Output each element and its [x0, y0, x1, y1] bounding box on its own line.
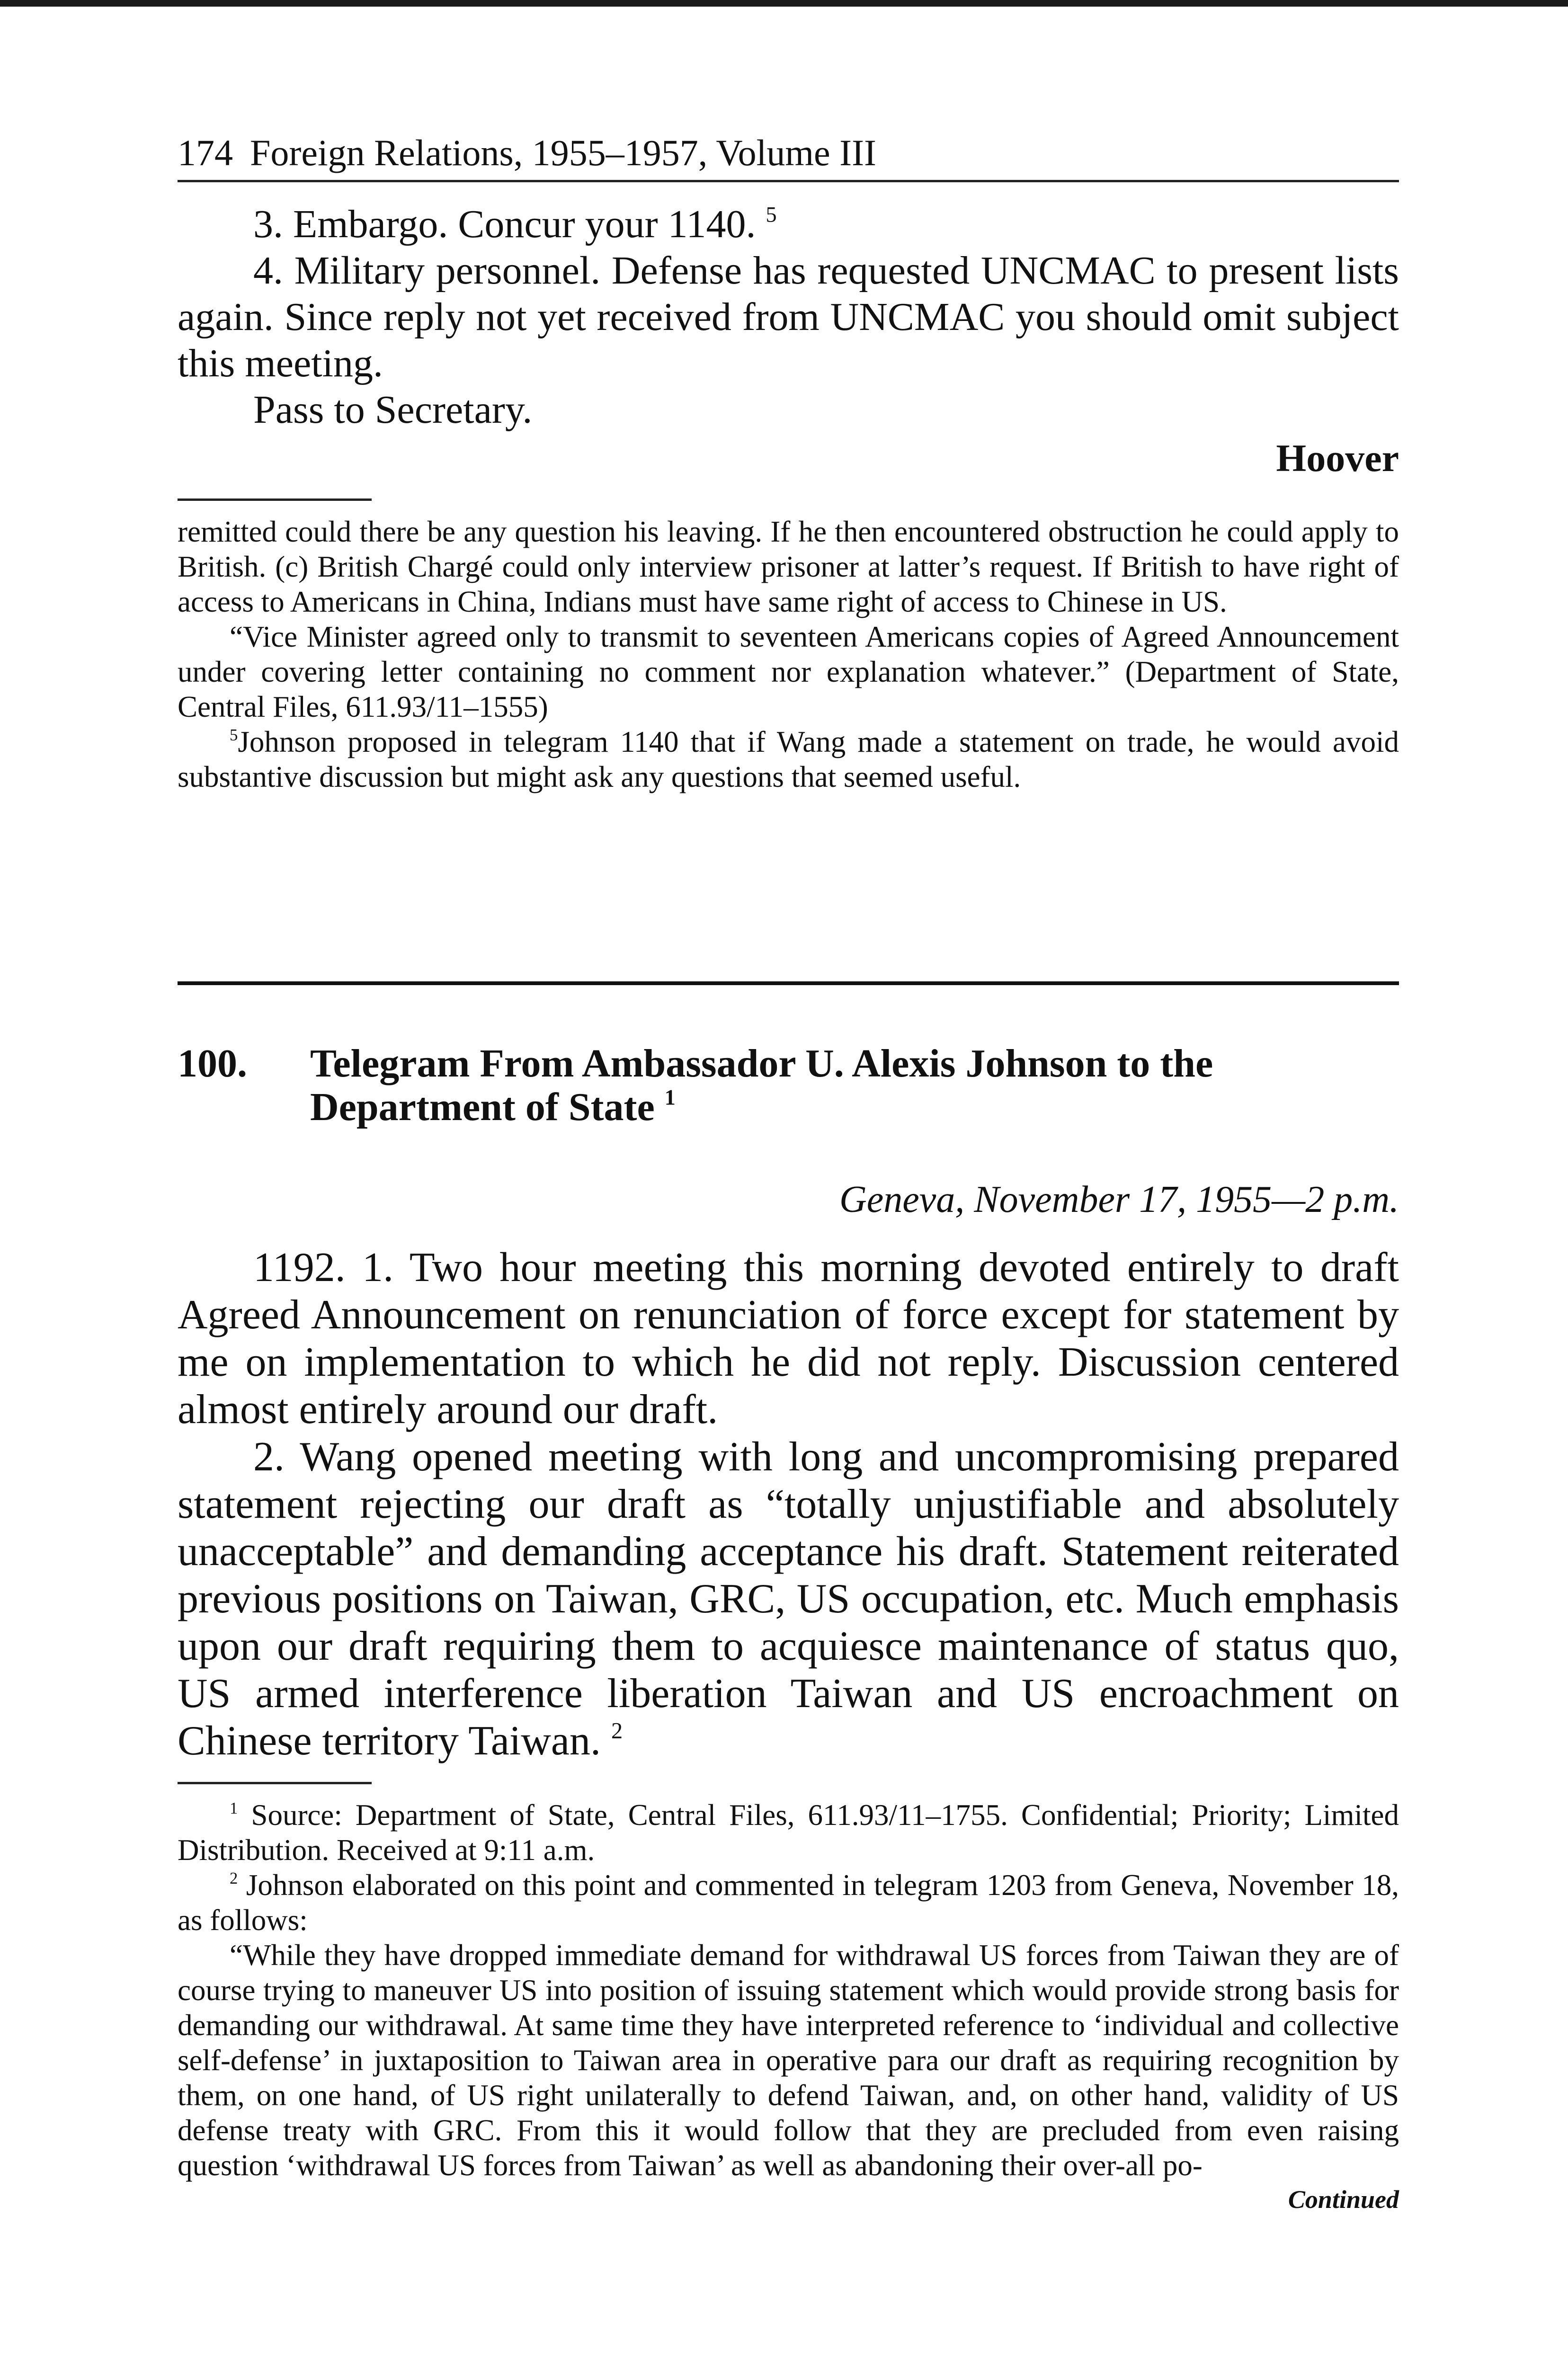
- footnote-rule: [178, 1782, 372, 1784]
- running-header: [178, 133, 1399, 182]
- footnote-quote: “Vice Minister agreed only to transmit to seventeen Americans copies of Agreed Announcement under covering letter containing no comment nor explanation whatever.” (Department of State, Central Files, 611.93/11–1555): [178, 620, 1399, 723]
- footnote-ref: 2: [611, 1718, 623, 1744]
- body-paragraph-2: 2. Wang opened meeting with long and uncompromising prepared statement rejecting our draft as “totally unjustifiable and absolutely unacceptable” and demanding acceptance his draft. Statement reiterated previous positions on Taiwan, GRC, US occupation, etc. Much emphasis upon our draft requiring them to acquiesce maintenance of status quo, US armed interference liberation Taiwan and US encroachment on Chinese territory Taiwan. $^2$: [178, 1433, 1399, 1764]
- volume-title: Foreign Relations, 1955–1957, Volume III: [250, 132, 877, 173]
- footnote-number: 1: [230, 1799, 238, 1817]
- document-heading: [178, 1042, 1399, 1129]
- body-paragraph-1: 1192. 1. Two hour meeting this morning devoted entirely to draft Agreed Announcement on renunciation of force except for statement by me on implementation to which he did not reply. Discussion centered almost entirely around our draft.: [178, 1244, 1399, 1433]
- footnote-ref: 5: [766, 202, 777, 227]
- footnote-number: 2: [230, 1869, 238, 1887]
- footnote-ref: 1: [664, 1085, 676, 1110]
- scan-top-edge: [0, 0, 1568, 7]
- document-number: 100.: [178, 1041, 247, 1086]
- page: [178, 133, 1399, 2214]
- footnote-5: $^5$Johnson proposed in telegram 1140 that if Wang made a statement on trade, he would avoid substantive discussion but might ask any questions that seemed useful.: [178, 725, 1399, 793]
- section-divider: [178, 981, 1399, 985]
- footnote-2-quote: “While they have dropped immediate demand for withdrawal US forces from Taiwan they are of course trying to maneuver US into position of issuing statement which would provide strong basis for demanding our withdrawal. At same time they have interpreted reference to ‘individual and collective self-defense’ in juxtaposition to Taiwan area in operative para our draft as requiring recognition by them, on one hand, of US right unilaterally to defend Taiwan, and, on other hand, validity of US defense treaty with GRC. From this it would follow that they are precluded from even raising question ‘withdrawal US forces from Taiwan’ as well as abandoning their over-all po-: [178, 1938, 1399, 2182]
- footnote-2: $^2$ Johnson elaborated on this point and commented in telegram 1203 from Geneva, November 18, as follows:: [178, 1868, 1399, 1937]
- page-number: 174: [178, 132, 233, 173]
- footnote-1: $^1$ Source: Department of State, Central Files, 611.93/11–1755. Confidential; Priority; Limited Distribution. Received at 9:11 a.m.: [178, 1798, 1399, 1867]
- pass-to-secretary: Pass to Secretary.: [253, 387, 533, 432]
- footnote-continuation: remitted could there be any question his leaving. If he then encountered obstruction he could apply to British. (c) British Chargé could only interview prisoner at latter’s request. If British to have right of access to Americans in China, Indians must have same right of access to Chinese in US.: [178, 515, 1399, 618]
- prev-paragraph-4: 4. Military personnel. Defense has requested UNCMAC to present lists again. Since reply not yet received from UNCMAC you should omit subject this meeting.: [178, 248, 1399, 385]
- footnote-number: 5: [230, 726, 238, 744]
- continued-label: Continued: [1288, 2185, 1399, 2214]
- document-title: Telegram From Ambassador U. Alexis Johnson to the Department of State $^1$: [310, 1041, 1213, 1129]
- signature: Hoover: [1276, 436, 1399, 480]
- footnote-rule: [178, 498, 372, 501]
- prev-paragraph-3: 3. Embargo. Concur your 1140. $^5$: [253, 202, 777, 246]
- dateline: Geneva, November 17, 1955—2 p.m.: [839, 1178, 1399, 1220]
